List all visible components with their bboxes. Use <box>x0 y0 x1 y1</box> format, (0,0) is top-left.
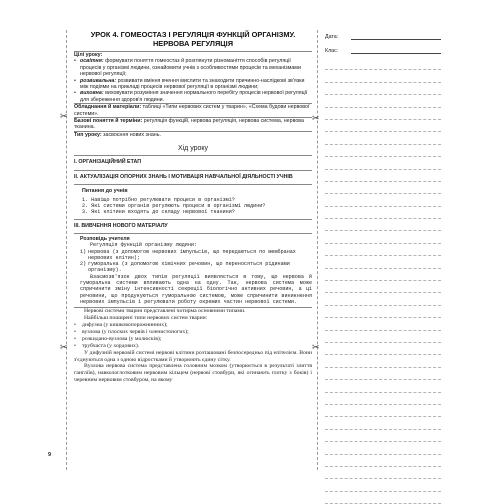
paragraph: Нервові системи тварин представлені чотирма основними типами. <box>84 308 246 315</box>
note-line[interactable] <box>325 83 441 95</box>
goal-item: • освітня: формувати поняття гомеостаз й розглянути різноманіття способів регуляції процесів у організмі людини, ознайомити учнів з особливостями процесів та механізмами нервової регуляції; <box>74 58 301 78</box>
divider <box>74 219 312 220</box>
equipment-text: таблиці «Типи нервових систем у тварин», «Схема будови нервової системи». <box>74 104 310 117</box>
goal-text: формувати поняття гомеостаз й розглянути різноманіття способів регуляції процесів у організмі людини, ознайомити учнів з особливостями процесів та механізмами нервової регуляції; <box>80 58 301 78</box>
note-line[interactable] <box>325 306 441 318</box>
goal-item: • виховна: виховувати розуміння значення нормального перебігу процесів нервової регуляції для збереження здоров'я людини. <box>74 90 308 103</box>
note-line[interactable] <box>325 207 441 219</box>
note-line[interactable] <box>325 331 441 343</box>
goals-label: Цілі уроку: <box>74 52 103 58</box>
questions-title: Питання до учнів <box>82 188 128 195</box>
paragraph: Взаємозв'язок двох типів регуляції виявляється в тому, що нервова й гуморальна системи впливають одна на одну. Так, нервова система може спричинити зміну інтенсивності секреції біологічно активних речовин, а ці речовини, що продукуються гуморальною системою, може спричинити виникнення нервових імпульсів і регулювати роботу окремих частин нервової системи. <box>80 273 312 305</box>
note-line[interactable] <box>325 380 441 392</box>
divider <box>74 155 312 156</box>
animal-type-item: • трубчаста (у хордових). <box>74 342 140 349</box>
note-line[interactable] <box>325 318 441 330</box>
lesson-subtitle: НЕРВОВА РЕГУЛЯЦІЯ <box>152 39 234 48</box>
regulation-item: 2) гуморальна (з допомогою хімічних речовин, що переносяться рідинами організму). <box>80 261 290 274</box>
scissors-icon: ✂ <box>312 342 320 352</box>
date-input-line[interactable] <box>351 33 441 40</box>
question-item: 2. Які системи органів регулюють процеси в організмі людини? <box>82 202 266 209</box>
scissors-icon: ✂ <box>60 342 68 352</box>
cut-line-right <box>317 30 318 470</box>
date-label: Дата: <box>325 34 339 40</box>
terms-text: регуляція функцій, нервова регуляція, нервова система, нервова тканина. <box>74 118 304 131</box>
note-line[interactable] <box>325 393 441 405</box>
animal-type-item: • дифузна (у кишковопорожнинних); <box>74 321 168 328</box>
progress-title: Хід уроку <box>177 145 209 153</box>
note-line[interactable] <box>325 281 441 293</box>
class-field[interactable] <box>325 44 441 54</box>
stage-heading: II. АКТУАЛІЗАЦІЯ ОПОРНИХ ЗНАНЬ І МОТИВАЦІЯ НАВЧАЛЬНОЇ ДІЯЛЬНОСТІ УЧНІВ <box>74 173 293 180</box>
type-label: Тип уроку: <box>74 131 102 138</box>
note-line[interactable] <box>325 293 441 305</box>
animal-type-item: • розкидано-вузлова (у молюсків); <box>74 335 162 342</box>
goal-label: освітня: <box>80 58 104 65</box>
note-line[interactable] <box>325 194 441 206</box>
type-text: засвоєння нових знань. <box>103 131 161 138</box>
note-line[interactable] <box>325 442 441 454</box>
lesson-content <box>74 30 312 384</box>
note-line[interactable] <box>325 479 441 491</box>
note-line[interactable] <box>325 120 441 132</box>
note-lines[interactable] <box>325 58 441 504</box>
note-line[interactable] <box>325 231 441 243</box>
note-line[interactable] <box>325 269 441 281</box>
divider <box>74 170 312 171</box>
goal-text: розвивати вміння вчення мислити та знаходити причинно-наслідкові зв'язки між подіями на прикладі процесів нервової регуляції в організмі людини; <box>80 77 305 91</box>
notes-column <box>325 30 441 504</box>
note-line[interactable] <box>325 256 441 268</box>
note-line[interactable] <box>325 244 441 256</box>
note-line[interactable] <box>325 132 441 144</box>
stage-heading: III. ВИВЧЕННЯ НОВОГО МАТЕРІАЛУ <box>74 223 168 230</box>
goal-label: виховна: <box>80 90 104 97</box>
question-item: 1. Навіщо потрібно регулювати процеси в організмі? <box>82 196 235 203</box>
goal-label: розвивальна: <box>80 77 117 84</box>
note-line[interactable] <box>325 467 441 479</box>
note-line[interactable] <box>325 108 441 120</box>
note-line[interactable] <box>325 170 441 182</box>
regulation-item: 1) нервова (з допомогою нервових імпульсів, що передаються по мембранах нервових клітин); <box>80 248 296 261</box>
class-label: Клас: <box>325 48 339 54</box>
date-field[interactable] <box>325 30 441 40</box>
note-line[interactable] <box>325 219 441 231</box>
paragraph: У дифузній нервовій системі нервові клітини розташовані безпосередньо під епітелієм. Вони з'єднуються одна з одною відростками й утворюють єдину сітку. <box>74 349 312 363</box>
note-line[interactable] <box>325 58 441 70</box>
lesson-title: УРОК 4. ГОМЕОСТАЗ І РЕГУЛЯЦІЯ ФУНКЦІЙ ОРГАНІЗМУ. <box>90 30 296 39</box>
note-line[interactable] <box>325 368 441 380</box>
note-line[interactable] <box>325 355 441 367</box>
note-line[interactable] <box>325 430 441 442</box>
goal-text: виховувати розуміння значення нормального перебігу процесів нервової регуляції для збереження здоров'я людини. <box>80 90 308 103</box>
paragraph: Вузлова нервова система представлена головним мозком (утворюється в результаті злиття гангліїв), навкологлотковим нервовим кільцем (нервові стовбури, які огинають глотку з боків) і черевним нервовим стовбуром, на якому <box>74 363 312 384</box>
goal-item: • розвивальна: розвивати вміння вчення мислити та знаходити причинно-наслідкові зв'язки між подіями на прикладі процесів нервової регуляції в організмі людини; <box>74 77 305 91</box>
regulation-intro: Регуляція функцій організму людини: <box>90 242 197 249</box>
note-line[interactable] <box>325 455 441 467</box>
note-line[interactable] <box>325 343 441 355</box>
note-line[interactable] <box>325 95 441 107</box>
note-line[interactable] <box>325 417 441 429</box>
question-item: 3. Які клітини входять до складу нервової тканини? <box>82 209 235 216</box>
cut-line-left <box>66 30 67 470</box>
note-line[interactable] <box>325 157 441 169</box>
paragraph: Найбільш поширені типи нервових систем тварин: <box>84 315 208 322</box>
scissors-icon: ✂ <box>60 111 68 121</box>
note-line[interactable] <box>325 492 441 504</box>
note-line[interactable] <box>325 182 441 194</box>
note-line[interactable] <box>325 70 441 82</box>
class-input-line[interactable] <box>351 47 441 54</box>
stage-heading: I. ОРГАНІЗАЦІЙНИЙ ЕТАП <box>74 159 142 166</box>
page-number: 9 <box>48 452 52 458</box>
animal-type-item: • вузлова (у плоских червів і членистоногих); <box>74 328 189 335</box>
scissors-icon: ✂ <box>312 113 320 123</box>
note-line[interactable] <box>325 145 441 157</box>
note-line[interactable] <box>325 405 441 417</box>
teacher-story-title: Розповідь учителя <box>80 235 130 242</box>
equipment-label: Обладнання й матеріали: <box>74 104 142 111</box>
terms-label: Базові поняття й терміни: <box>74 118 143 125</box>
